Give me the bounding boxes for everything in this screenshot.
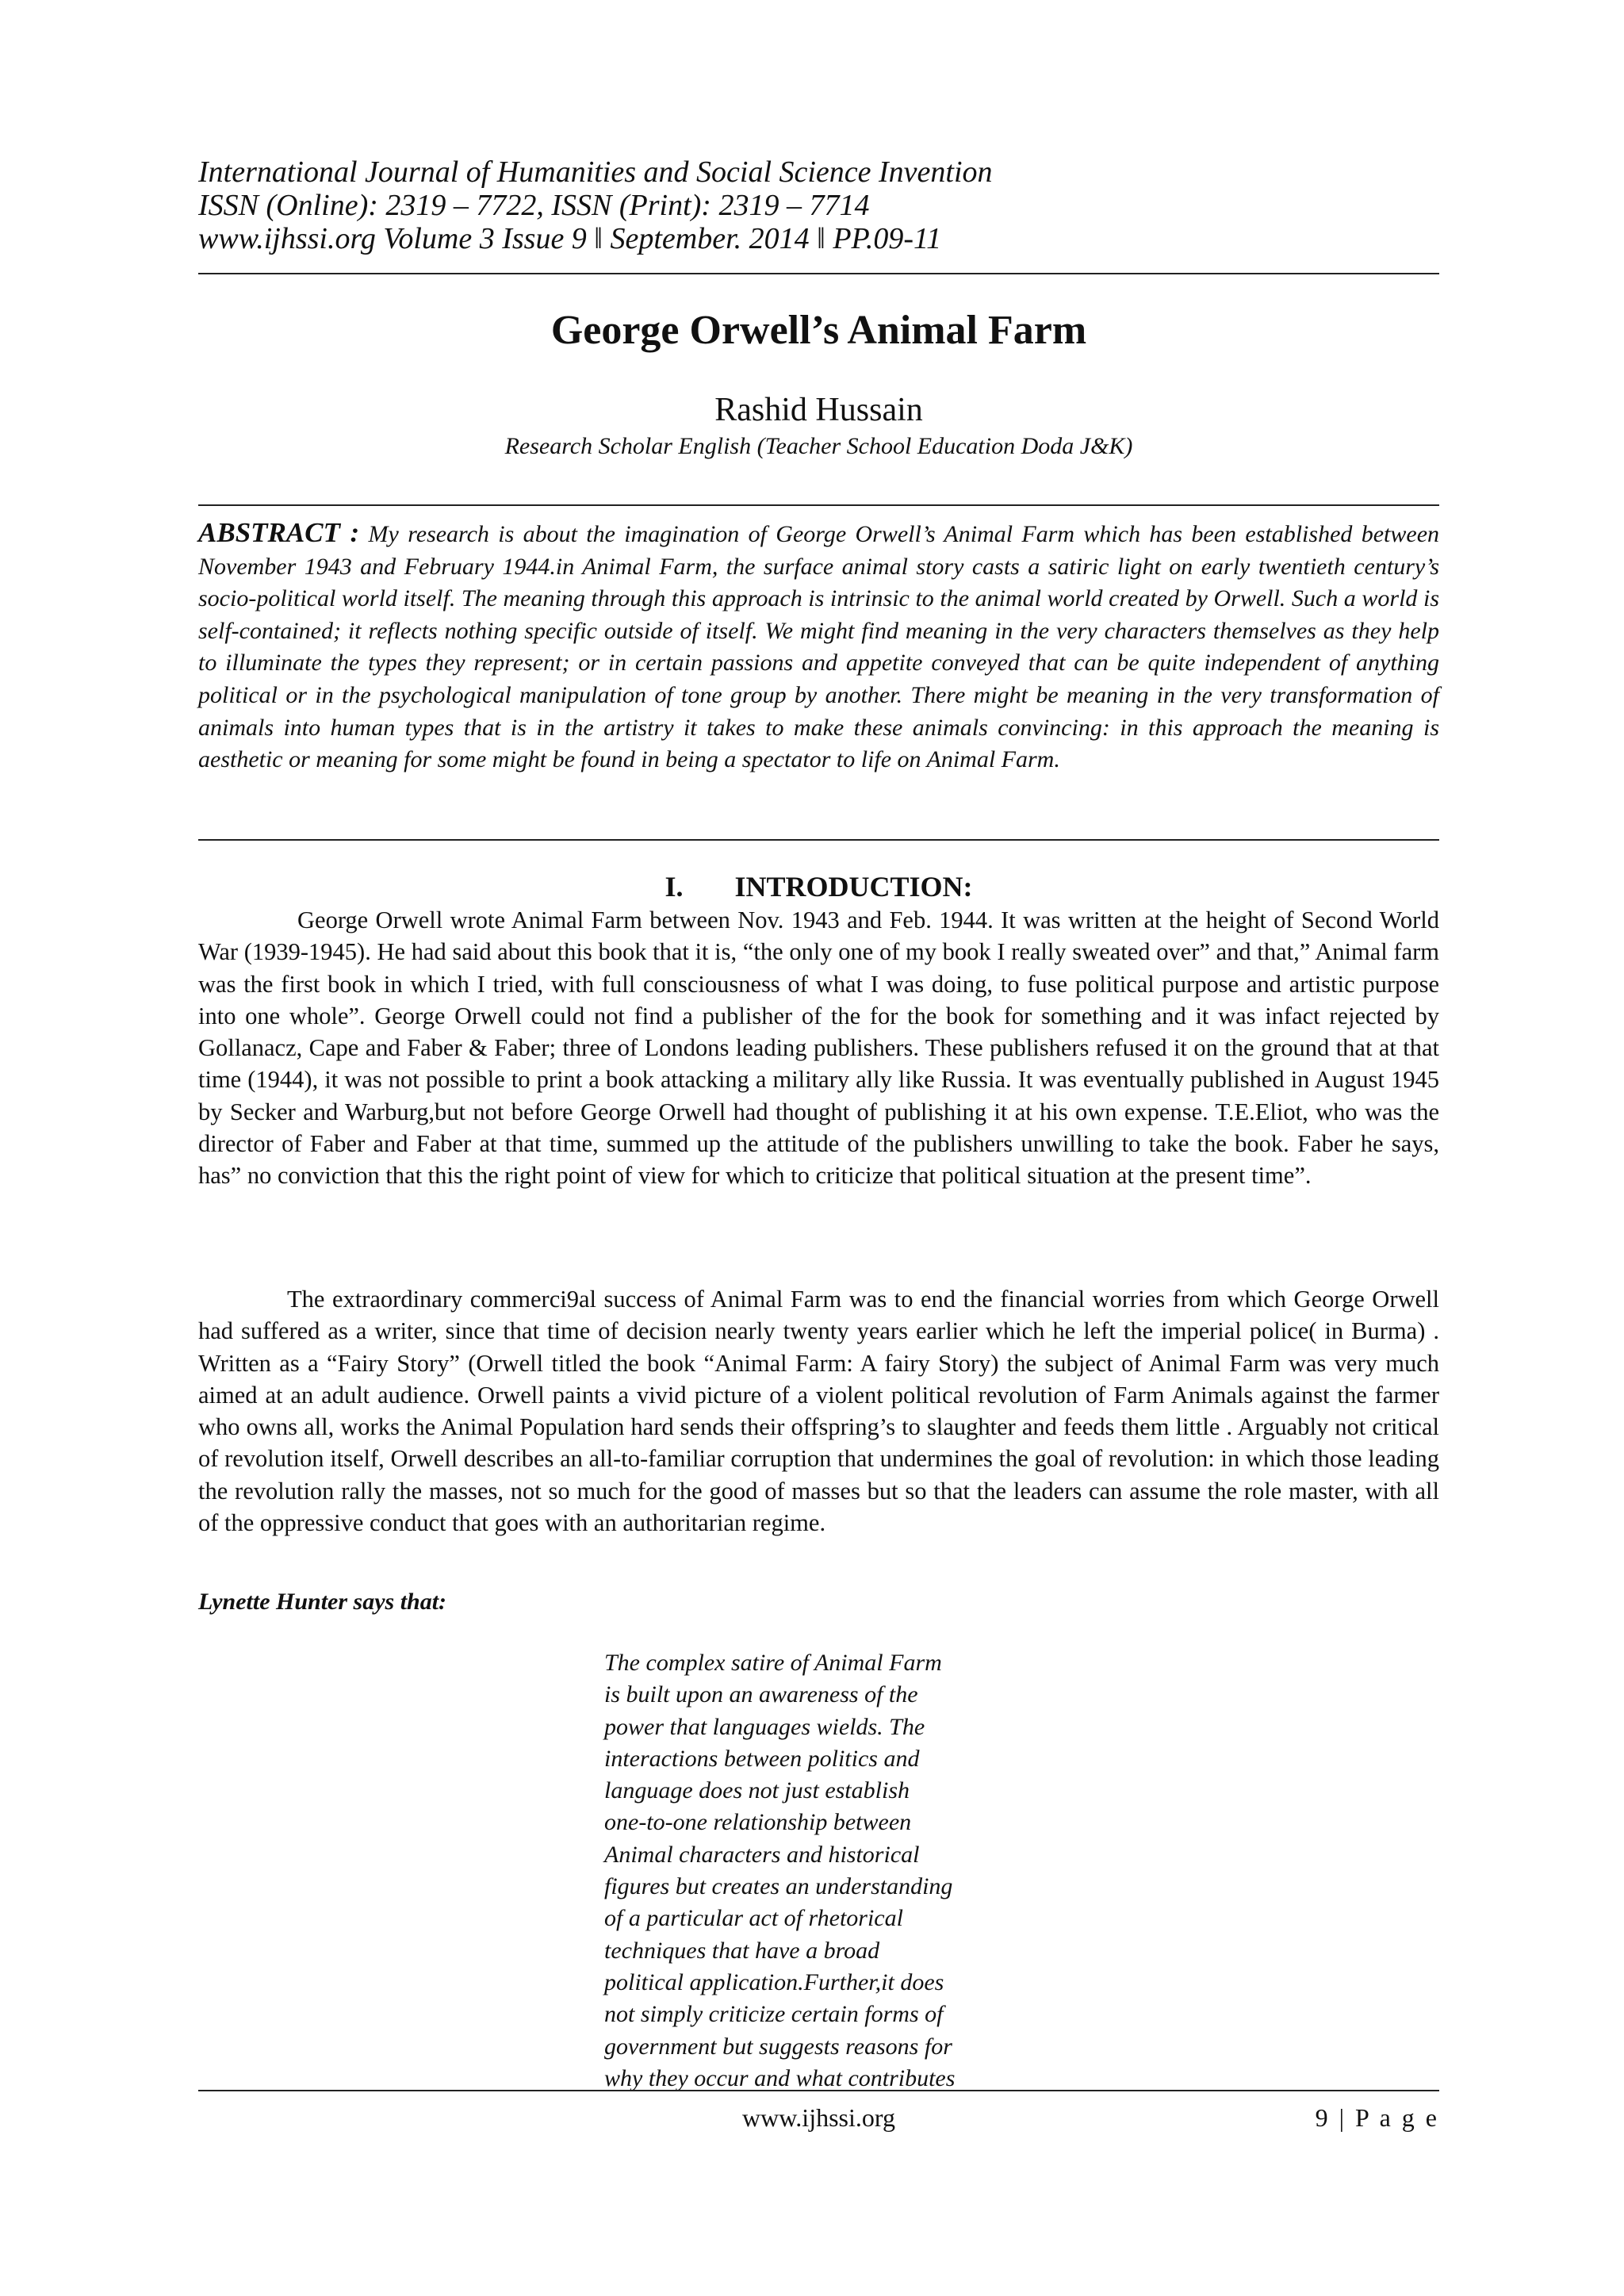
quote-line: techniques that have a broad xyxy=(604,1937,880,1964)
journal-header xyxy=(198,155,1439,255)
quote-line: one-to-one relationship between xyxy=(604,1809,912,1836)
body-paragraph-1: George Orwell wrote Animal Farm between Nov. 1943 and Feb. 1944. It was written at the height of Second World War (1939-1945). He had said about this book that it is, “the only one of my book I really sweated over” and that,” Animal farm was the first book in which I tried, with full consciousness of what I was doing, to fuse political purpose and artistic purpose into one whole”. George Orwell could not find a publisher of the for the book for something and it was infact rejected by Gollanacz, Cape and Faber & Faber; three of Londons leading publishers. These publishers refused it on the ground that at that time (1944), it was not possible to print a book attacking a military ally like Russia. It was eventually published in August 1945 by Secker and Warburg,but not before George Orwell had thought of publishing it at his own expense. T.E.Eliot, who was the director of Faber and Faber at that time, summed up the attitude of the publishers unwilling to take the book. Faber he says, has” no conviction that this the right point of view for which to criticize that political situation at the present time”. xyxy=(198,907,1439,1190)
footer-url: www.ijhssi.org xyxy=(742,2103,895,2132)
quote-line: The complex satire of Animal Farm xyxy=(604,1650,942,1676)
abstract-bottom-divider xyxy=(198,839,1439,841)
section-heading xyxy=(198,871,1439,903)
journal-issn: ISSN (Online): 2319 – 7722, ISSN (Print): 2319 – 7714 xyxy=(198,189,870,222)
abstract-label: ABSTRACT : xyxy=(198,517,360,548)
footer-divider xyxy=(198,2090,1439,2091)
quote-line: is built upon an awareness of the xyxy=(604,1681,918,1708)
quote-line: political application.Further,it does xyxy=(604,1968,944,1995)
author-affiliation: Research Scholar English (Teacher School Education Doda J&K) xyxy=(504,433,1133,459)
page-number: 9 | P a g e xyxy=(1315,2103,1439,2132)
body-paragraph-2: The extraordinary commerci9al success of Animal Farm was to end the financial worries from which George Orwell had suffered as a writer, since that time of decision nearly twenty years earlier which he left the imperial police( in Burma) . Written as a “Fairy Story” (Orwell titled the book “Animal Farm: A fairy Story) the subject of Animal Farm was very much aimed at an adult audience. Orwell paints a vivid picture of a violent political revolution of Farm Animals against the farmer who owns all, works the Animal Population hard sends their offspring’s to slaughter and feeds them little . Arguably not critical of revolution itself, Orwell describes an all-to-familiar corruption that undermines the goal of revolution: in which those leading the revolution rally the masses, not so much for the good of masses but so that the leaders can assume the role master, with all of the oppressive conduct that goes with an authoritarian regime. xyxy=(198,1286,1439,1537)
quote-line: not simply criticize certain forms of xyxy=(604,2001,944,2028)
quote-line: of a particular act of rhetorical xyxy=(604,1905,903,1932)
quote-line: Animal characters and historical xyxy=(604,1841,920,1868)
quote-line: interactions between politics and xyxy=(604,1745,920,1772)
quote-line: power that languages wields. The xyxy=(604,1713,925,1740)
quote-line: figures but creates an understanding xyxy=(604,1873,953,1900)
abstract-block xyxy=(198,517,1439,776)
quote-intro: Lynette Hunter says that: xyxy=(198,1589,447,1615)
header-divider xyxy=(198,273,1439,274)
paper-title: George Orwell’s Animal Farm xyxy=(550,308,1087,353)
author-name: Rashid Hussain xyxy=(714,392,923,428)
abstract-top-divider xyxy=(198,504,1439,506)
quote-line: language does not just establish xyxy=(604,1777,910,1804)
journal-volume-info: www.ijhssi.org Volume 3 Issue 9 ǁ September. 2014 ǁ PP.09-11 xyxy=(198,222,942,255)
quote-line: why they occur and what contributes xyxy=(604,2064,956,2091)
abstract-text: My research is about the imagination of George Orwell’s Animal Farm which has been established between November 1943 and February 1944.in Animal Farm, the surface animal story casts a satiric light on early twentieth century’s socio-political world itself. The meaning through this approach is intrinsic to the animal world created by Orwell. Such a world is self-contained; it reflects nothing specific outside of itself. We might find meaning in the very characters themselves as they help to illuminate the types they represent; or in certain passions and appetite conveyed that can be quite independent of anything political or in the psychological manipulation of tone group by another. There might be meaning in the very transformation of animals into human types that is in the artistry it takes to make these animals convincing: in this approach the meaning is aesthetic or meaning for some might be found in being a spectator to life on Animal Farm. xyxy=(198,521,1440,773)
section-title: INTRODUCTION: xyxy=(734,871,973,903)
quote-line: government but suggests reasons for xyxy=(604,2033,952,2060)
journal-name: International Journal of Humanities and Social Science Invention xyxy=(198,155,993,189)
section-number: I. xyxy=(665,871,684,903)
block-quote xyxy=(604,1647,1048,2095)
